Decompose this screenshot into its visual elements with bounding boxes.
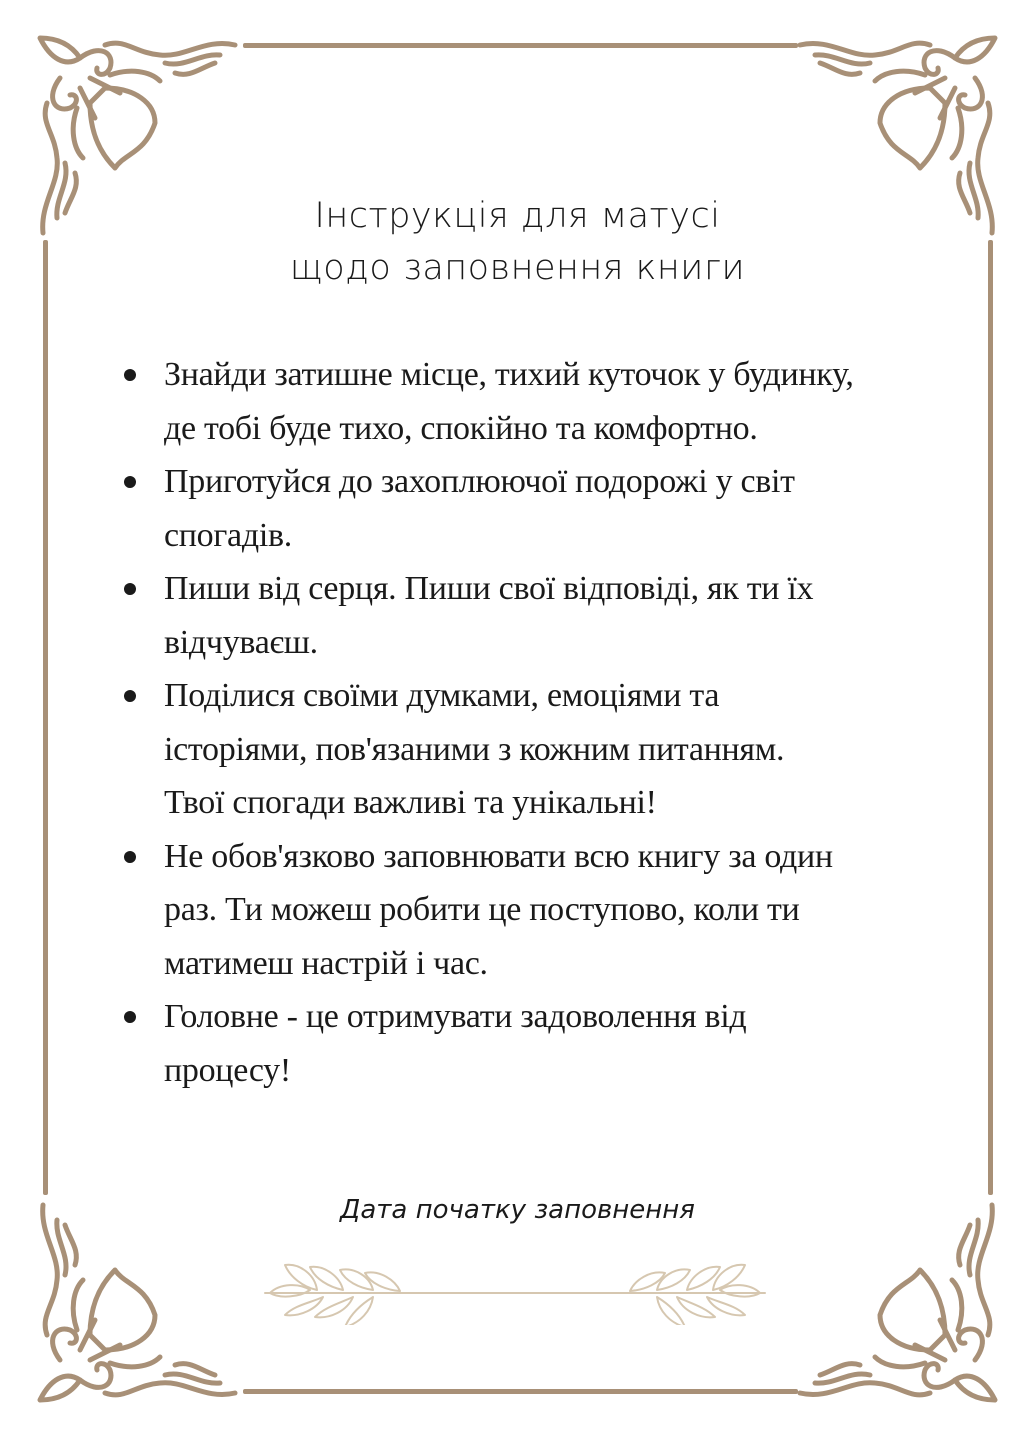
bullet-icon — [124, 690, 136, 702]
list-item: Пиши від серця. Пиши свої відповіді, як ти їх відчуваєш. — [120, 562, 960, 669]
start-date-label: Дата початку заповнення — [340, 1195, 695, 1225]
list-item: Приготуйся до захоплюючої подорожі у світ спогадів. — [120, 455, 960, 562]
list-item: Знайди затишне місце, тихий куточок у будинку, де тобі буде тихо, спокійно та комфортно. — [120, 348, 960, 455]
frame-right-line — [988, 240, 993, 1195]
bullet-icon — [124, 476, 136, 488]
bullet-icon — [124, 369, 136, 381]
bullet-icon — [124, 851, 136, 863]
page-title — [0, 190, 1035, 294]
frame-bottom-line — [243, 1389, 798, 1394]
instructions-list — [120, 348, 960, 1097]
list-item: Поділися своїми думками, емоціями та історіями, пов'язаними з кожним питанням. Твої спогади важливі та унікальні! — [120, 669, 960, 830]
bullet-icon — [124, 583, 136, 595]
frame-top-line — [243, 43, 798, 48]
list-item: Головне - це отримувати задоволення від процесу! — [120, 990, 960, 1097]
list-item: Не обов'язково заповнювати всю книгу за один раз. Ти можеш робити це поступово, коли ти матимеш настрій і час. — [120, 830, 960, 991]
laurel-divider-icon — [255, 1245, 775, 1325]
page-title-line-2: щодо заповнення книги — [289, 248, 746, 288]
frame-left-line — [43, 240, 48, 1195]
bullet-icon — [124, 1011, 136, 1023]
page-title-line-1: Інструкція для матусі — [314, 196, 721, 236]
